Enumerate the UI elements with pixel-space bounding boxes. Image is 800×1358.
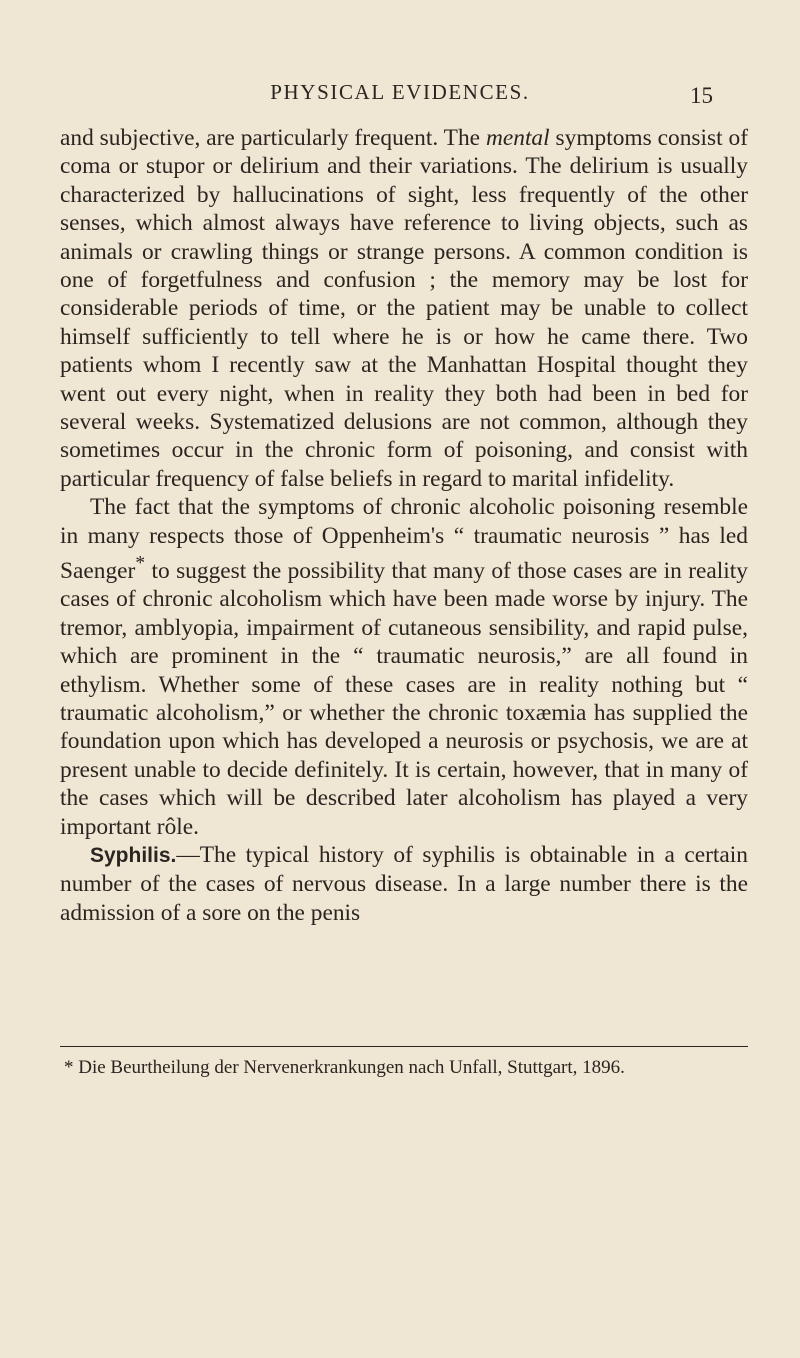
paragraph-text: symptoms consist of coma or stupor or delirium and their variations. The delirium is usually characterized by hallucinations of sight, less frequently of the other senses, which almost always have reference to living objects, such as animals or crawling things or strange persons. A common condition is one of forgetfulness and confusion ; the memory may be lost for considerable periods of time, or the patient may be unable to collect himself sufficiently to tell where he is or how he came there. Two patients whom I recently saw at the Manhattan Hospital thought they went out every night, when in reality they both had been in bed for several weeks. Systematized delusions are not common, although they sometimes occur in the chronic form of poisoning, and consist with particular frequency of false beliefs in regard to marital infidelity. [60, 125, 748, 492]
footnote-divider [60, 1046, 748, 1047]
running-title: PHYSICAL EVIDENCES. [270, 80, 530, 104]
body-text [60, 124, 748, 927]
paragraph-text: —The typical history of syphilis is obtainable in a certain number of the cases of nervous disease. In a large number there is the admission of a sore on the penis [60, 841, 748, 926]
running-head [0, 80, 800, 116]
footnote-marker: * [64, 1057, 74, 1078]
footnote [64, 1056, 744, 1080]
italic-term: mental [485, 125, 550, 151]
footnote-reference: * [135, 553, 146, 575]
section-sidehead: Syphilis. [90, 843, 177, 867]
page-number: 15 [690, 83, 713, 108]
paragraph-text: The fact that the symptoms of chronic alcoholic poisoning resemble in many respects those of Oppenheim's “ traumatic neurosis ” has led Saenger [60, 494, 748, 584]
paragraph-text: and subjective, are particularly frequent. The [60, 125, 486, 151]
paragraph-mental-symptoms [60, 124, 748, 493]
footnote-text: Die Beurtheilung der Nervenerkrankungen nach Unfall, Stuttgart, 1896. [73, 1057, 625, 1078]
paragraph-syphilis [60, 841, 748, 927]
paragraph-text: to suggest the possibility that many of those cases are in reality cases of chronic alcoholism which have been made worse by injury. The tremor, amblyopia, impairment of cutaneous sensibility, and rapid pulse, which are prominent in the “ traumatic neurosis,” are all found in ethylism. Whether some of these cases are in reality nothing but “ traumatic alcoholism,” or whether the chronic toxæmia has supplied the foundation upon which has developed a neurosis or psychosis, we are at present unable to decide definitely. It is certain, however, that in many of the cases which will be described later alcoholism has played a very important rôle. [60, 557, 748, 840]
paragraph-traumatic-neurosis [60, 493, 748, 841]
